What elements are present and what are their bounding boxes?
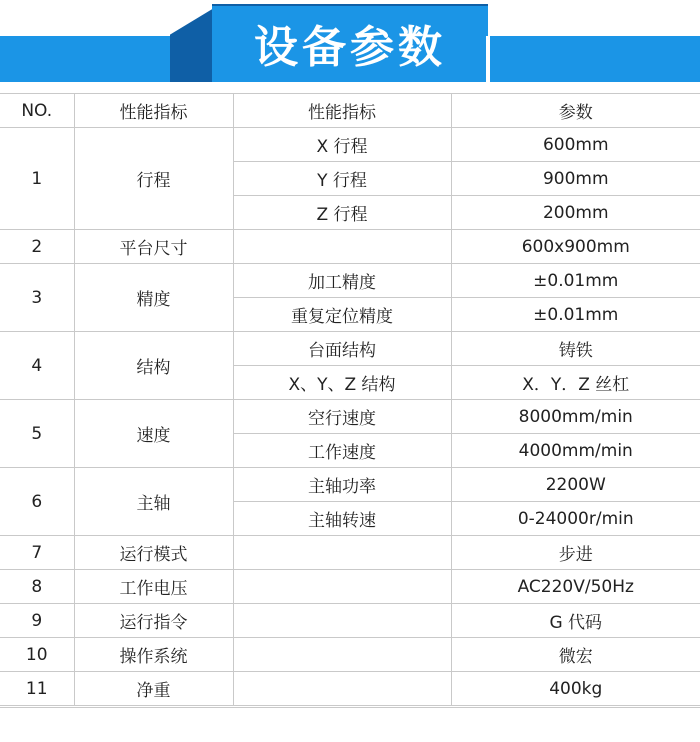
metric-value: 2200W bbox=[451, 468, 700, 502]
sub-metric bbox=[233, 230, 451, 264]
table-row bbox=[0, 468, 700, 502]
metric-name: 行程 bbox=[74, 128, 233, 230]
metric-value: ±0.01mm bbox=[451, 264, 700, 298]
metric-value: 900mm bbox=[451, 162, 700, 196]
header-metric: 性能指标 bbox=[74, 94, 233, 128]
metric-value: X．Y．Z 丝杠 bbox=[451, 366, 700, 400]
metric-name: 主轴 bbox=[74, 468, 233, 536]
sub-metric: 台面结构 bbox=[233, 332, 451, 366]
metric-name: 速度 bbox=[74, 400, 233, 468]
metric-name: 净重 bbox=[74, 672, 233, 706]
metric-value: 步进 bbox=[451, 536, 700, 570]
sub-metric: 空行速度 bbox=[233, 400, 451, 434]
row-number: 11 bbox=[0, 672, 74, 706]
table-row bbox=[0, 638, 700, 672]
sub-metric: Y 行程 bbox=[233, 162, 451, 196]
metric-value: 600x900mm bbox=[451, 230, 700, 264]
table-row bbox=[0, 264, 700, 298]
sub-metric bbox=[233, 570, 451, 604]
table-row bbox=[0, 332, 700, 366]
table-row bbox=[0, 128, 700, 162]
table-bottom-border bbox=[0, 707, 700, 708]
sub-metric bbox=[233, 672, 451, 706]
row-number: 7 bbox=[0, 536, 74, 570]
metric-name: 操作系统 bbox=[74, 638, 233, 672]
row-number: 8 bbox=[0, 570, 74, 604]
row-number: 5 bbox=[0, 400, 74, 468]
row-number: 6 bbox=[0, 468, 74, 536]
metric-value: G 代码 bbox=[451, 604, 700, 638]
row-number: 1 bbox=[0, 128, 74, 230]
metric-name: 平台尺寸 bbox=[74, 230, 233, 264]
sub-metric bbox=[233, 638, 451, 672]
metric-value: 400kg bbox=[451, 672, 700, 706]
table-row bbox=[0, 400, 700, 434]
table-row bbox=[0, 604, 700, 638]
metric-value: 8000mm/min bbox=[451, 400, 700, 434]
row-number: 3 bbox=[0, 264, 74, 332]
table-row bbox=[0, 536, 700, 570]
metric-value: 4000mm/min bbox=[451, 434, 700, 468]
table-row bbox=[0, 230, 700, 264]
metric-name: 运行模式 bbox=[74, 536, 233, 570]
metric-name: 结构 bbox=[74, 332, 233, 400]
metric-value: 600mm bbox=[451, 128, 700, 162]
metric-value: 200mm bbox=[451, 196, 700, 230]
row-number: 10 bbox=[0, 638, 74, 672]
sub-metric bbox=[233, 536, 451, 570]
metric-name: 精度 bbox=[74, 264, 233, 332]
metric-name: 运行指令 bbox=[74, 604, 233, 638]
sub-metric: X、Y、Z 结构 bbox=[233, 366, 451, 400]
table-row bbox=[0, 672, 700, 706]
metric-value: ±0.01mm bbox=[451, 298, 700, 332]
row-number: 2 bbox=[0, 230, 74, 264]
metric-value: 微宏 bbox=[451, 638, 700, 672]
sub-metric: 主轴功率 bbox=[233, 468, 451, 502]
page-title: 设备参数 bbox=[254, 22, 446, 73]
header-value: 参数 bbox=[451, 94, 700, 128]
metric-value: 铸铁 bbox=[451, 332, 700, 366]
row-number: 4 bbox=[0, 332, 74, 400]
row-number: 9 bbox=[0, 604, 74, 638]
sub-metric: 工作速度 bbox=[233, 434, 451, 468]
sub-metric: 重复定位精度 bbox=[233, 298, 451, 332]
banner-accent bbox=[170, 8, 214, 82]
header-sub-metric: 性能指标 bbox=[233, 94, 451, 128]
table-row bbox=[0, 570, 700, 604]
sub-metric: 加工精度 bbox=[233, 264, 451, 298]
metric-value: AC220V/50Hz bbox=[451, 570, 700, 604]
sub-metric: Z 行程 bbox=[233, 196, 451, 230]
sub-metric bbox=[233, 604, 451, 638]
metric-value: 0-24000r/min bbox=[451, 502, 700, 536]
banner bbox=[0, 0, 700, 92]
header-no: NO. bbox=[0, 94, 74, 128]
spec-table bbox=[0, 93, 700, 706]
table-header-row bbox=[0, 94, 700, 128]
metric-name: 工作电压 bbox=[74, 570, 233, 604]
sub-metric: X 行程 bbox=[233, 128, 451, 162]
sub-metric: 主轴转速 bbox=[233, 502, 451, 536]
